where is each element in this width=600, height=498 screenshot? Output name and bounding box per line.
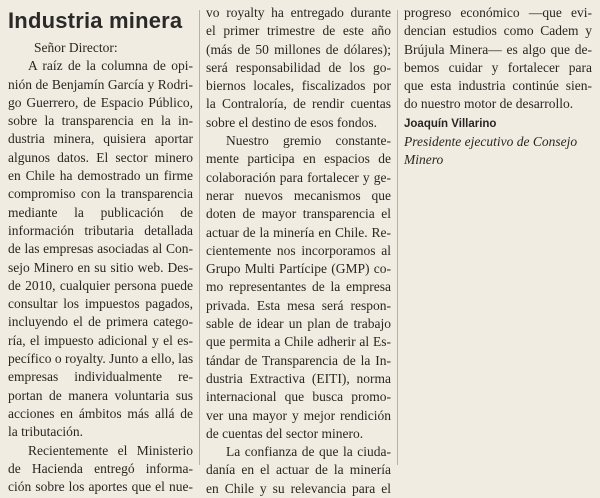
signature-title: Minero: [404, 152, 444, 168]
text-line: La confianza de que la ciuda-: [226, 444, 391, 460]
text-line: actuar de la minería en Chile. Re-: [206, 224, 391, 240]
text-line: nerar nuevos mecanismos que: [206, 187, 391, 203]
text-line: consultar los impuestos pagados,: [8, 296, 193, 312]
text-line: de 2010, cualquier persona puede: [8, 277, 193, 293]
text-line: A raíz de la columna de opi-: [28, 58, 193, 74]
text-line: doten de mayor transparencia el: [206, 206, 391, 222]
text-line: que esta industria continúe sien-: [404, 78, 592, 94]
column-2: [206, 0, 391, 498]
text-line: mo representantes de la empresa: [206, 279, 391, 295]
text-line: Recientemente el Ministerio: [28, 442, 193, 458]
text-line: go Guerrero, de Espacio Público,: [8, 94, 193, 110]
text-line: biernos locales, fiscalizados por: [206, 78, 391, 94]
text-line: sobre la transparencia en la in-: [8, 113, 193, 129]
text-line: cientemente nos incorporamos al: [206, 242, 391, 258]
text-line: colaboración para fortalecer y ge-: [206, 169, 391, 185]
text-line: acciones en ámbitos más allá de: [8, 405, 193, 421]
text-line: dustria minera, quisiera aportar: [8, 131, 193, 147]
text-line: ría, el impuesto adicional y el es-: [8, 332, 193, 348]
text-line: ver una mayor y mejor rendición: [206, 407, 391, 423]
text-line: privada. Esta mesa será respon-: [206, 297, 391, 313]
salutation: Señor Director:: [34, 40, 118, 55]
column-divider: [397, 10, 398, 465]
text-line: algunos datos. El sector minero: [8, 149, 193, 165]
column-1: [8, 0, 193, 496]
text-line: de Hacienda entregó informa-: [8, 460, 193, 476]
text-line: información tributaria detallada: [8, 222, 193, 238]
text-line: pecífico o royalty. Junto a ello, las: [8, 351, 193, 367]
text-line: nión de Benjamín García y Rodri-: [8, 76, 193, 92]
column-divider: [199, 10, 200, 465]
text-line: internacional que busca promo-: [206, 389, 391, 405]
text-line: tándar de Transparencia de la In-: [206, 352, 391, 368]
text-line: Nuestro gremio constante-: [226, 133, 391, 149]
text-line: en Chile y su relevancia para el: [206, 480, 391, 496]
text-line: será responsabilidad de los go-: [206, 59, 391, 75]
text-line: (más de 50 millones de dólares);: [206, 41, 391, 57]
text-line: ción sobre los aportes que el nue-: [8, 479, 193, 495]
text-line: sobre el destino de esos fondos.: [206, 114, 377, 130]
text-line: que permita a Chile adherir al Es-: [206, 334, 391, 350]
text-line: en Chile ha demostrado un firme: [8, 168, 193, 184]
text-line: compromiso con la transparencia: [8, 186, 193, 202]
text-line: progreso económico —que evi-: [404, 5, 592, 20]
text-line: danía en el actuar de la minería: [206, 462, 391, 478]
text-line: sable de idear un plan de trabajo: [206, 316, 391, 332]
text-line: mente participa en espacios de: [206, 151, 391, 167]
text-line: de las empresas asociadas al Con-: [8, 241, 193, 257]
text-line: sejo Minero en su sitio web. Des-: [8, 259, 193, 275]
text-line: do nuestro motor de desarrollo.: [404, 96, 574, 112]
text-line: Brújula Minera— es algo que de-: [404, 41, 592, 57]
text-line: Grupo Multi Partícipe (GMP) co-: [206, 261, 391, 277]
text-line: incluyendo el de primera catego-: [8, 314, 193, 330]
column-3: [404, 0, 592, 169]
text-line: dustria Extractiva (EITI), norma: [206, 370, 391, 386]
text-line: dencian estudios como Cadem y: [404, 23, 592, 39]
text-line: el primer trimestre de este año: [206, 23, 391, 39]
signature-title: Presidente ejecutivo de Consejo: [404, 133, 578, 149]
text-line: bemos cuidar y fortalecer para: [404, 59, 592, 75]
text-line: la tributación.: [8, 424, 83, 440]
text-line: empresas individualmente re-: [8, 369, 193, 385]
headline: Industria minera: [8, 8, 183, 33]
text-line: mediante la publicación de: [8, 204, 193, 220]
signature-name: Joaquín Villarino: [404, 117, 497, 130]
text-line: de cuentas del sector minero.: [206, 425, 364, 441]
text-line: vo royalty ha entregado durante: [206, 5, 391, 20]
text-line: portan de manera voluntaria sus: [8, 387, 193, 403]
text-line: la Contraloría, de rendir cuentas: [206, 96, 391, 112]
